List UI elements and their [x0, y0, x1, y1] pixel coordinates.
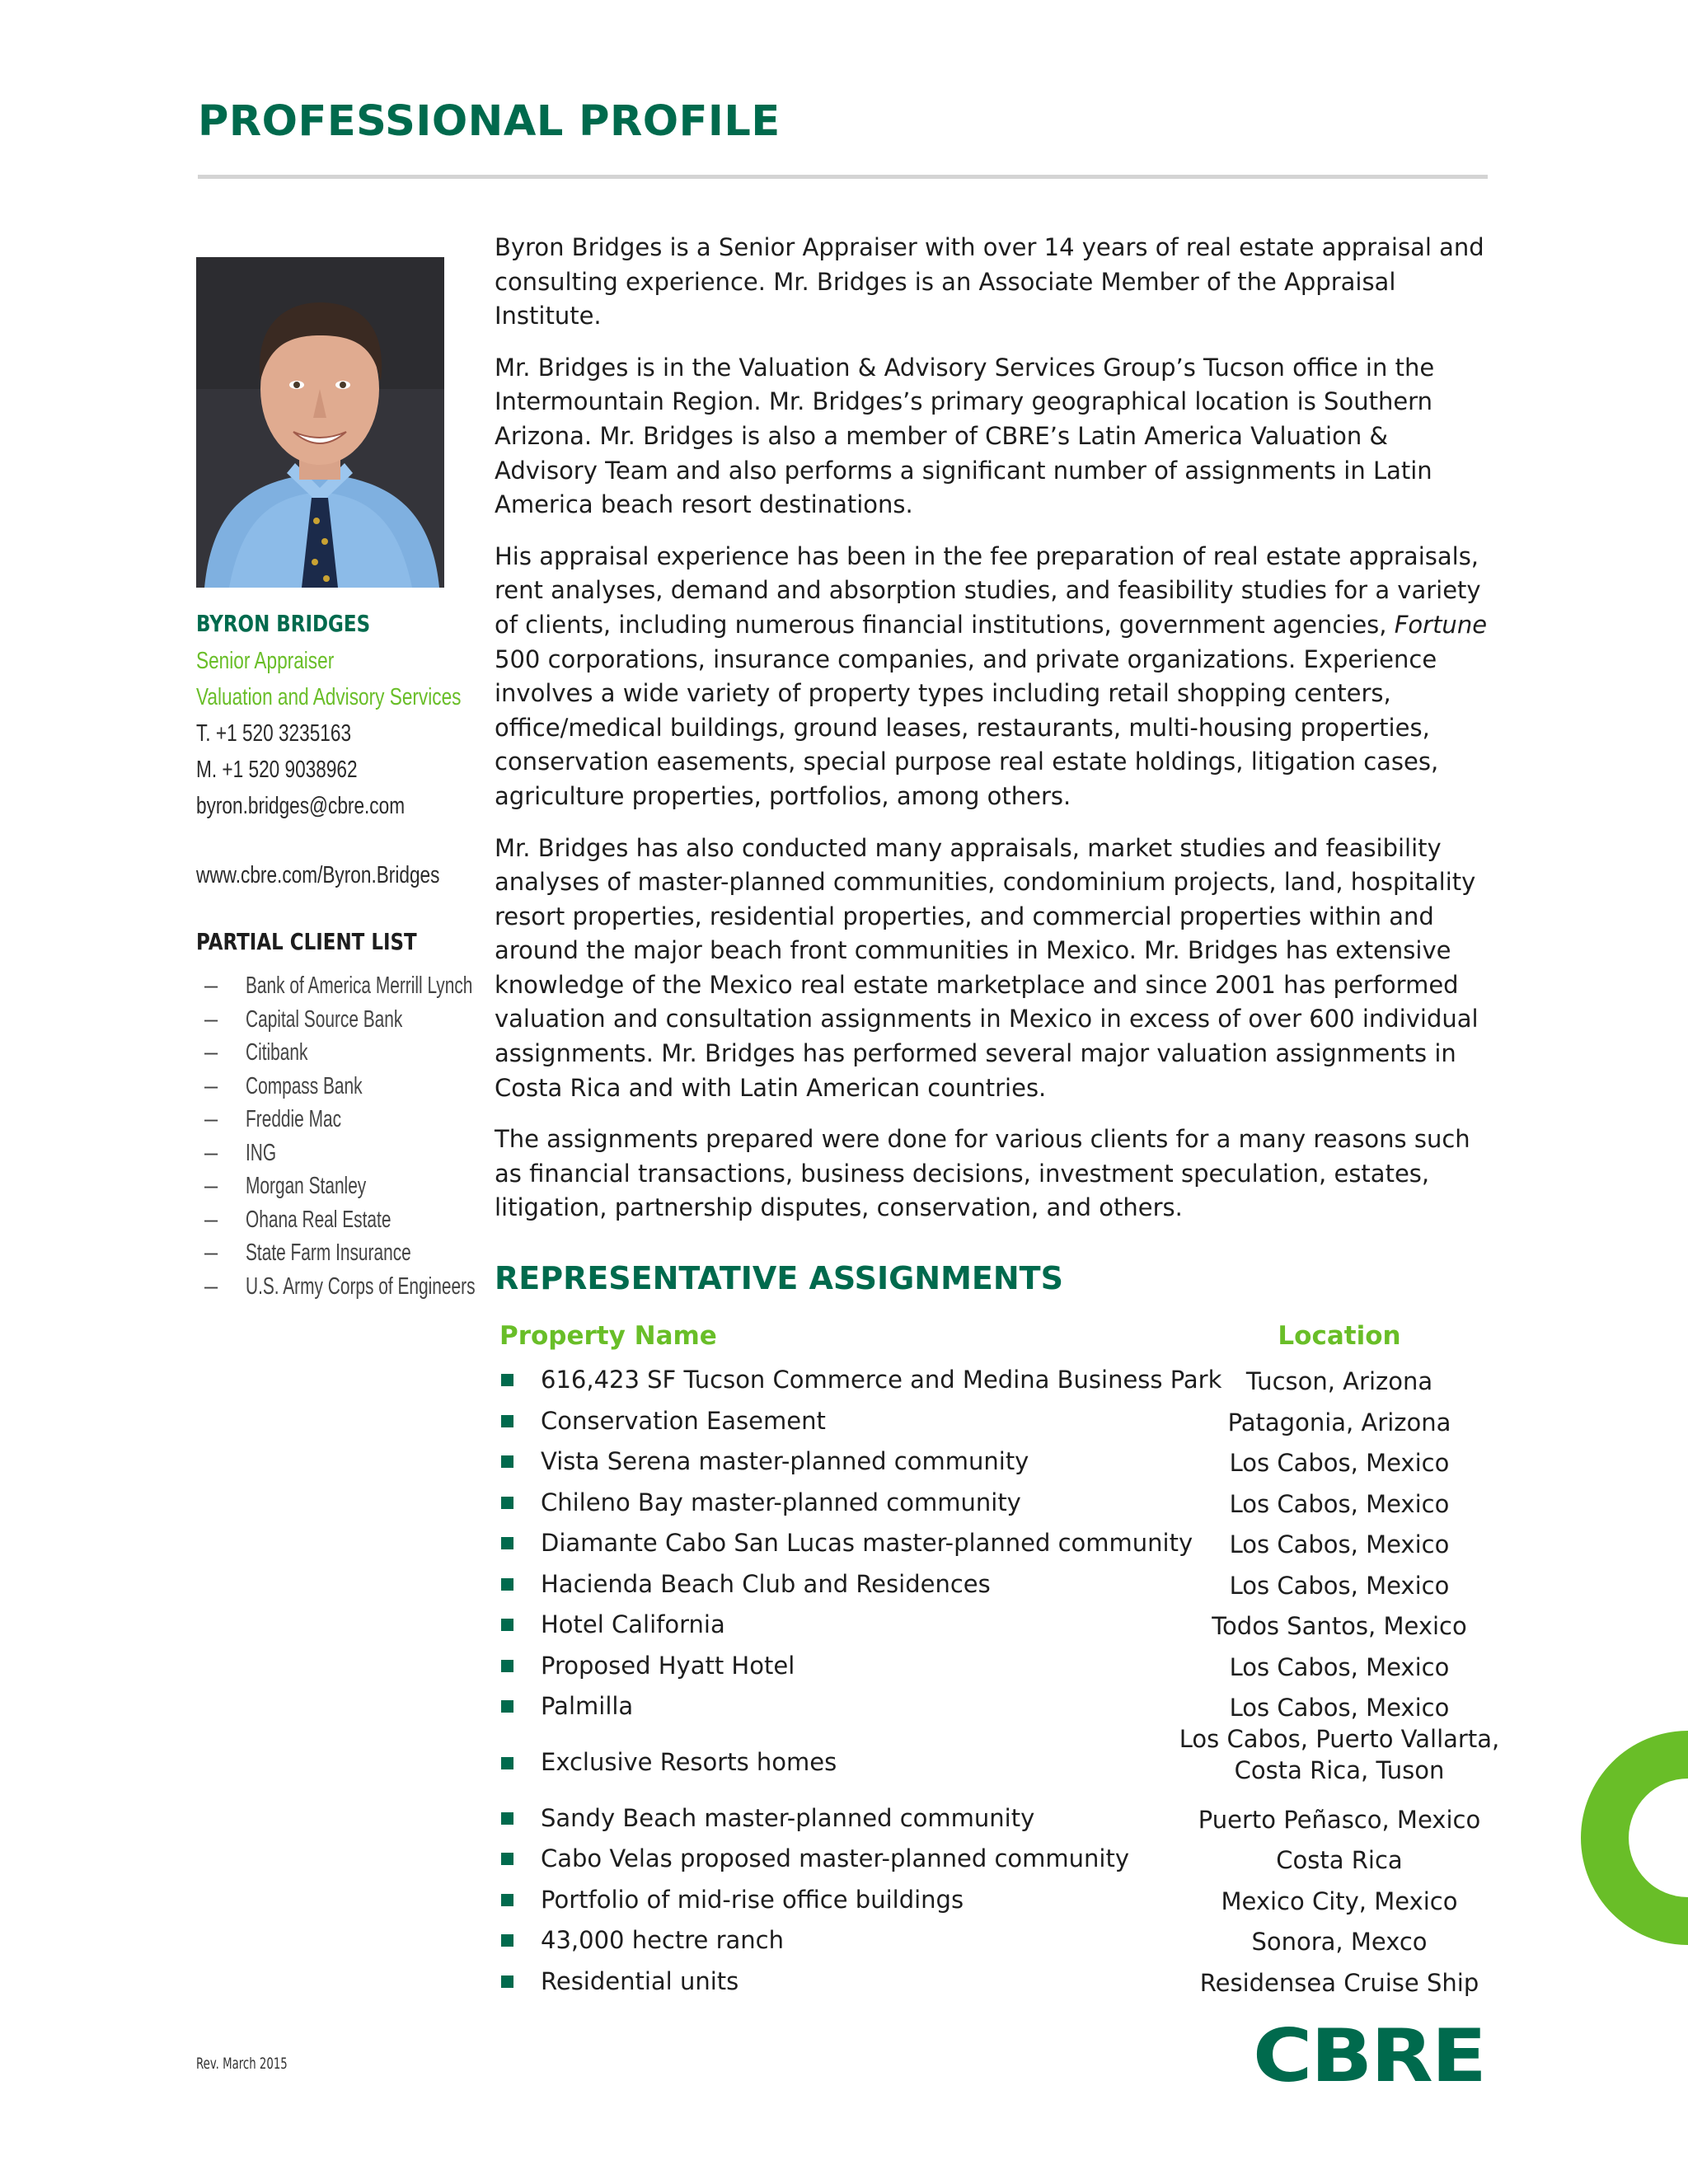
bio-p3-text-end: 500 corporations, insurance companies, and private organizations. Experience involves a wide variety of property types including retail shopping centers, office/medical buildings, ground leases, restaurants, multi-housing properties, conservation easements, special purpose real estate holdings, litigation cases, agriculture properties, portfolios, among others.	[495, 644, 1439, 810]
bio-p3-text-start: His appraisal experience has been in the fee preparation of real estate appraisals, rent analyses, demand and absorption studies, and feasibility studies for a variety of clients, including numerous financial institutions, government agencies,	[495, 541, 1481, 639]
client-name: Citibank	[246, 1039, 308, 1066]
property-name: Portfolio of mid-rise office buildings	[541, 1885, 964, 1914]
property-location: Sonora, Mexco	[1251, 1928, 1428, 1957]
page-title: PROFESSIONAL PROFILE	[198, 97, 781, 146]
square-bullet-icon	[501, 1619, 513, 1631]
table-row	[495, 1923, 1488, 1964]
table-row	[495, 1362, 1488, 1404]
client-item	[196, 1236, 468, 1270]
client-name: Ohana Real Estate	[246, 1206, 392, 1233]
client-item	[196, 1003, 468, 1037]
square-bullet-icon	[501, 1497, 513, 1509]
dash-bullet: –	[204, 1072, 218, 1099]
property-location: Los Cabos, Mexico	[1229, 1489, 1450, 1518]
mobile-number[interactable]: M. +1 520 9038962	[196, 757, 358, 783]
square-bullet-icon	[501, 1415, 513, 1427]
property-location: Los Cabos, Mexico	[1229, 1530, 1450, 1559]
property-name: Palmilla	[541, 1692, 634, 1721]
table-row	[495, 1882, 1488, 1924]
property-name: Hacienda Beach Club and Residences	[541, 1569, 991, 1598]
table-row	[495, 1485, 1488, 1526]
square-bullet-icon	[501, 1700, 513, 1713]
table-row	[495, 1964, 1488, 2005]
client-list-heading: PARTIAL CLIENT LIST	[196, 928, 417, 955]
biography	[495, 231, 1488, 1226]
square-bullet-icon	[501, 1812, 513, 1825]
client-item	[196, 1036, 468, 1070]
bio-paragraph-1: Byron Bridges is a Senior Appraiser with over 14 years of real estate appraisal and consulting experience. Mr. Bridges is an Associate Member of the Appraisal Institute.	[495, 233, 1484, 330]
property-location: Residensea Cruise Ship	[1199, 1968, 1479, 1997]
client-name: State Farm Insurance	[246, 1240, 411, 1266]
table-header	[495, 1321, 1488, 1362]
client-name: Capital Source Bank	[246, 1005, 403, 1033]
table-row	[495, 1801, 1488, 1842]
profile-photo	[196, 257, 444, 588]
column-header-property: Property Name	[499, 1321, 717, 1352]
client-item	[196, 1137, 468, 1170]
square-bullet-icon	[501, 1975, 513, 1988]
assignments-heading: REPRESENTATIVE ASSIGNMENTS	[495, 1260, 1063, 1297]
job-title: Senior Appraiser	[196, 648, 335, 674]
revision-note: Rev. March 2015	[196, 2055, 288, 2073]
client-item	[196, 1103, 468, 1137]
property-location: Los Cabos, Mexico	[1229, 1694, 1450, 1722]
client-name: Freddie Mac	[246, 1106, 342, 1132]
bio-paragraph-5: The assignments prepared were done for various clients for a many reasons such as financial transactions, business decisions, investment speculation, estates, litigation, partnership disputes, conservation, and others.	[495, 1125, 1470, 1222]
bio-paragraph-2: Mr. Bridges is in the Valuation & Advisory Services Group’s Tucson office in the Intermountain Region. Mr. Bridges’s primary geographical location is Southern Arizona. Mr. Bridges is also a member of CBRE’s Latin America Valuation & Advisory Team and also performs a significant number of assignments in Latin America beach resort destinations.	[495, 353, 1435, 519]
square-bullet-icon	[501, 1853, 513, 1865]
dash-bullet: –	[204, 1206, 218, 1233]
dash-bullet: –	[204, 1240, 218, 1266]
client-name: ING	[246, 1139, 277, 1166]
client-name: Compass Bank	[246, 1072, 363, 1099]
table-row	[495, 1724, 1500, 1801]
dash-bullet: –	[204, 1039, 218, 1066]
square-bullet-icon	[501, 1894, 513, 1906]
property-name: Cabo Velas proposed master-planned community	[541, 1844, 1130, 1873]
client-item	[196, 969, 473, 1003]
cbre-logo: CBRE	[1253, 2013, 1485, 2098]
table-row	[495, 1607, 1488, 1648]
department: Valuation and Advisory Services	[196, 684, 462, 710]
property-name: Sandy Beach master-planned community	[541, 1803, 1035, 1832]
property-location: Los Cabos, Mexico	[1229, 1449, 1450, 1478]
property-name: Proposed Hyatt Hotel	[541, 1651, 795, 1680]
bio-paragraph-3	[495, 540, 1488, 814]
phone-number[interactable]: T. +1 520 3235163	[196, 720, 352, 747]
client-item	[196, 1270, 476, 1304]
property-location: Mexico City, Mexico	[1221, 1886, 1458, 1915]
property-location: Los Cabos, Mexico	[1229, 1571, 1450, 1600]
website-link[interactable]: www.cbre.com/Byron.Bridges	[196, 862, 440, 888]
property-location: Todos Santos, Mexico	[1212, 1612, 1467, 1641]
client-item	[196, 1169, 468, 1203]
square-bullet-icon	[501, 1537, 513, 1549]
bio-p3-italic: Fortune	[1394, 610, 1488, 639]
email-link[interactable]: byron.bridges@cbre.com	[196, 793, 406, 819]
title-divider	[198, 175, 1488, 179]
dash-bullet: –	[204, 1106, 218, 1132]
person-name: BYRON BRIDGES	[196, 610, 371, 637]
dash-bullet: –	[204, 1139, 218, 1166]
property-location: Los Cabos, Mexico	[1229, 1652, 1450, 1681]
bio-paragraph-4: Mr. Bridges has also conducted many appraisals, market studies and feasibility analyses of master-planned communities, condominium projects, land, hospitality resort properties, residential properties, and commercial properties within and around the major beach front communities in Mexico. Mr. Bridges has extensive knowledge of the Mexico real estate marketplace and since 2001 has performed valuation and consultation assignments in Mexico in excess of over 600 individual assignments. Mr. Bridges has performed several major valuation assignments in Costa Rica and with Latin American countries.	[495, 833, 1479, 1102]
property-location: Patagonia, Arizona	[1227, 1408, 1451, 1436]
table-row	[495, 1841, 1488, 1882]
property-name: Diamante Cabo San Lucas master-planned community	[541, 1529, 1193, 1558]
brand-arc-graphic	[1550, 1731, 1688, 1945]
client-name: Morgan Stanley	[246, 1173, 367, 1199]
square-bullet-icon	[501, 1455, 513, 1468]
client-list	[196, 969, 476, 1303]
client-item	[196, 1070, 468, 1104]
contact-spacer	[196, 824, 468, 857]
square-bullet-icon	[501, 1374, 513, 1386]
square-bullet-icon	[501, 1757, 513, 1769]
dash-bullet: –	[204, 972, 218, 999]
table-row	[495, 1567, 1488, 1608]
property-location: Tucson, Arizona	[1245, 1367, 1433, 1396]
property-name: Vista Serena master-planned community	[541, 1447, 1029, 1476]
dash-bullet: –	[204, 1173, 218, 1199]
contact-sidebar	[196, 610, 476, 1303]
square-bullet-icon	[501, 1934, 513, 1947]
dash-bullet: –	[204, 1005, 218, 1033]
column-header-location: Location	[1278, 1321, 1401, 1352]
property-name: 616,423 SF Tucson Commerce and Medina Business Park	[541, 1366, 1222, 1394]
property-location: Costa Rica	[1276, 1846, 1403, 1875]
client-item	[196, 1203, 468, 1237]
square-bullet-icon	[501, 1660, 513, 1672]
main-content	[495, 231, 1500, 2004]
property-name: Exclusive Resorts homes	[541, 1747, 837, 1776]
table-row	[495, 1526, 1488, 1567]
table-row	[495, 1444, 1488, 1485]
property-location: Los Cabos, Puerto Vallarta, Costa Rica, Tuson	[1179, 1724, 1500, 1784]
property-name: 43,000 hectre ranch	[541, 1926, 784, 1955]
client-name: Bank of America Merrill Lynch	[246, 972, 473, 999]
table-row	[495, 1404, 1488, 1445]
table-row	[495, 1648, 1488, 1690]
property-name: Conservation Easement	[541, 1406, 826, 1435]
client-name: U.S. Army Corps of Engineers	[246, 1272, 476, 1300]
property-name: Chileno Bay master-planned community	[541, 1488, 1021, 1516]
property-name: Residential units	[541, 1966, 739, 1995]
assignments-table	[495, 1321, 1500, 2004]
dash-bullet: –	[204, 1272, 218, 1300]
property-name: Hotel California	[541, 1610, 725, 1639]
square-bullet-icon	[501, 1578, 513, 1591]
property-location: Puerto Peñasco, Mexico	[1198, 1805, 1481, 1834]
